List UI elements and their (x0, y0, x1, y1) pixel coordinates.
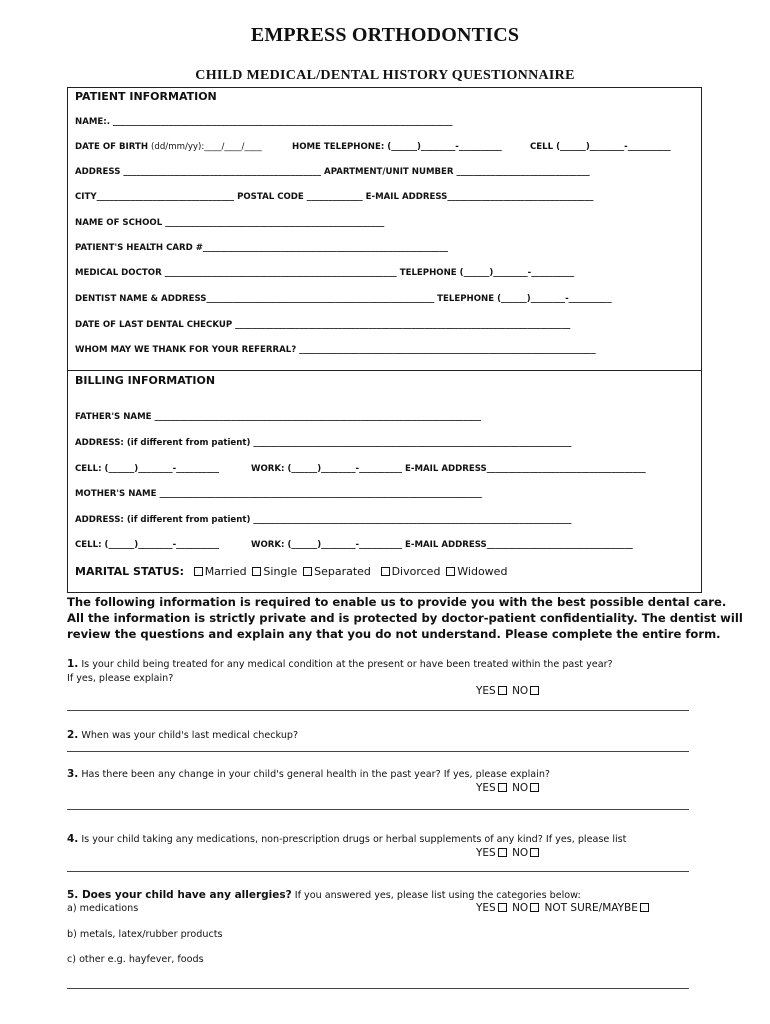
billing-information-box (67, 370, 702, 593)
intro-line-1: The following information is required to enable us to provide you with the best possible dental care. (67, 595, 727, 609)
q1-yes-label: YES (476, 685, 496, 697)
q3-answer-line[interactable] (67, 809, 689, 810)
father-work-field[interactable]: WORK: (______)________-__________ E-MAIL ADDRESS_____________________________________ (251, 464, 646, 474)
q3-number: 3. (67, 768, 79, 780)
q4-yes-no (476, 847, 541, 859)
father-cell-field[interactable]: CELL: (______)________-__________ (75, 464, 220, 474)
father-name-field[interactable]: FATHER'S NAME ____________________________________________________________________________ (75, 412, 482, 422)
marital-status-label: MARITAL STATUS: (75, 565, 185, 578)
mother-name-field[interactable]: MOTHER'S NAME ___________________________________________________________________________ (75, 489, 482, 499)
q1-number: 1. (67, 658, 79, 670)
intro-line-3: review the questions and explain any that you do not understand. Please complete the entire form. (67, 627, 721, 641)
q5-yes-no-notsure (476, 902, 651, 914)
q4-number: 4. (67, 833, 79, 845)
q5-metals: b) metals, latex/rubber products (67, 929, 223, 940)
widowed-checkbox[interactable] (446, 567, 455, 576)
billing-info-title: BILLING INFORMATION (75, 374, 216, 387)
q4-yes-checkbox[interactable] (498, 848, 507, 857)
question-4 (67, 833, 626, 845)
q5-not-sure-label: NOT SURE/MAYBE (544, 902, 638, 914)
dob-field[interactable] (75, 142, 262, 152)
q5-not-sure-checkbox[interactable] (640, 903, 649, 912)
city-field[interactable]: CITY________________________________ POSTAL CODE _____________ E-MAIL ADDRESS__________________________________ (75, 192, 594, 202)
married-checkbox[interactable] (194, 567, 203, 576)
q5-no-label: NO (512, 902, 529, 914)
q1-yes-no (476, 685, 541, 697)
dentist-field[interactable]: DENTIST NAME & ADDRESS_____________________________________________________ TELEPHONE (______)________-__________ (75, 294, 612, 304)
q5-yes-label: YES (476, 902, 496, 914)
q3-text: Has there been any change in your child's general health in the past year? If yes, please explain? (78, 769, 551, 780)
separated-option: Separated (314, 565, 371, 578)
marital-status-row (75, 565, 507, 578)
intro-line-2: All the information is strictly private and is protected by doctor-patient confidentiality. The dentist will (67, 611, 743, 625)
q2-number: 2. (67, 729, 79, 741)
q2-text: When was your child's last medical checkup? (78, 730, 299, 741)
q1-subtext: If yes, please explain? (67, 673, 174, 684)
q3-yes-no (476, 782, 541, 794)
q5-answer-line[interactable] (67, 988, 689, 989)
single-option: Single (263, 565, 298, 578)
q4-no-label: NO (512, 847, 529, 859)
q3-yes-label: YES (476, 782, 496, 794)
q5-yes-checkbox[interactable] (498, 903, 507, 912)
patient-info-title: PATIENT INFORMATION (75, 90, 217, 103)
q4-answer-line[interactable] (67, 871, 689, 872)
q3-no-checkbox[interactable] (530, 783, 539, 792)
home-telephone-field[interactable]: HOME TELEPHONE: (______)________-__________ (292, 142, 502, 152)
married-option: Married (204, 565, 247, 578)
mother-work-field[interactable]: WORK: (______)________-__________ E-MAIL ADDRESS__________________________________ (251, 540, 633, 550)
q5-bold-text: Does your child have any allergies? (78, 889, 292, 901)
practice-name: EMPRESS ORTHODONTICS (250, 24, 520, 46)
q5-medications: a) medications (67, 903, 139, 914)
form-title: CHILD MEDICAL/DENTAL HISTORY QUESTIONNAIRE (195, 68, 575, 83)
mother-address-field[interactable]: ADDRESS: (if different from patient) __________________________________________________________________________ (75, 515, 572, 525)
dob-format: (dd/mm/yy):____/____/____ (151, 142, 262, 152)
q1-no-label: NO (512, 685, 529, 697)
cell-field[interactable]: CELL (______)________-__________ (530, 142, 671, 152)
father-address-field[interactable]: ADDRESS: (if different from patient) __________________________________________________________________________ (75, 438, 572, 448)
last-checkup-field[interactable]: DATE OF LAST DENTAL CHECKUP ______________________________________________________________________________ (75, 320, 571, 330)
name-field[interactable]: NAME:. _______________________________________________________________________________ (75, 117, 453, 127)
q4-yes-label: YES (476, 847, 496, 859)
q4-text: Is your child taking any medications, non-prescription drugs or herbal supplements of any kind? If yes, please list (78, 834, 627, 845)
q1-no-checkbox[interactable] (530, 686, 539, 695)
school-field[interactable]: NAME OF SCHOOL ___________________________________________________ (75, 218, 385, 228)
q1-text: Is your child being treated for any medical condition at the present or have been treated within the past year? (78, 659, 613, 670)
question-1 (67, 658, 613, 670)
dob-label: DATE OF BIRTH (75, 142, 149, 152)
medical-doctor-field[interactable]: MEDICAL DOCTOR ______________________________________________________ TELEPHONE (______)________-__________ (75, 268, 575, 278)
q2-answer-line[interactable] (67, 751, 689, 752)
single-checkbox[interactable] (252, 567, 261, 576)
q1-answer-line[interactable] (67, 710, 689, 711)
divorced-option: Divorced (391, 565, 441, 578)
mother-cell-field[interactable]: CELL: (______)________-__________ (75, 540, 220, 550)
q5-other: c) other e.g. hayfever, foods (67, 954, 204, 965)
q3-yes-checkbox[interactable] (498, 783, 507, 792)
question-5 (67, 889, 581, 901)
q3-no-label: NO (512, 782, 529, 794)
q5-no-checkbox[interactable] (530, 903, 539, 912)
widowed-option: Widowed (457, 565, 508, 578)
question-2 (67, 729, 298, 741)
separated-checkbox[interactable] (303, 567, 312, 576)
q5-text: If you answered yes, please list using the categories below: (291, 890, 581, 901)
q1-yes-checkbox[interactable] (498, 686, 507, 695)
referral-field[interactable]: WHOM MAY WE THANK FOR YOUR REFERRAL? _____________________________________________________________________ (75, 345, 596, 355)
question-3 (67, 768, 550, 780)
divorced-checkbox[interactable] (381, 567, 390, 576)
q5-number: 5. (67, 889, 79, 901)
q4-no-checkbox[interactable] (530, 848, 539, 857)
health-card-field[interactable]: PATIENT'S HEALTH CARD #_________________________________________________________ (75, 243, 448, 253)
address-field[interactable]: ADDRESS ______________________________________________ APARTMENT/UNIT NUMBER _______________________________ (75, 167, 590, 177)
